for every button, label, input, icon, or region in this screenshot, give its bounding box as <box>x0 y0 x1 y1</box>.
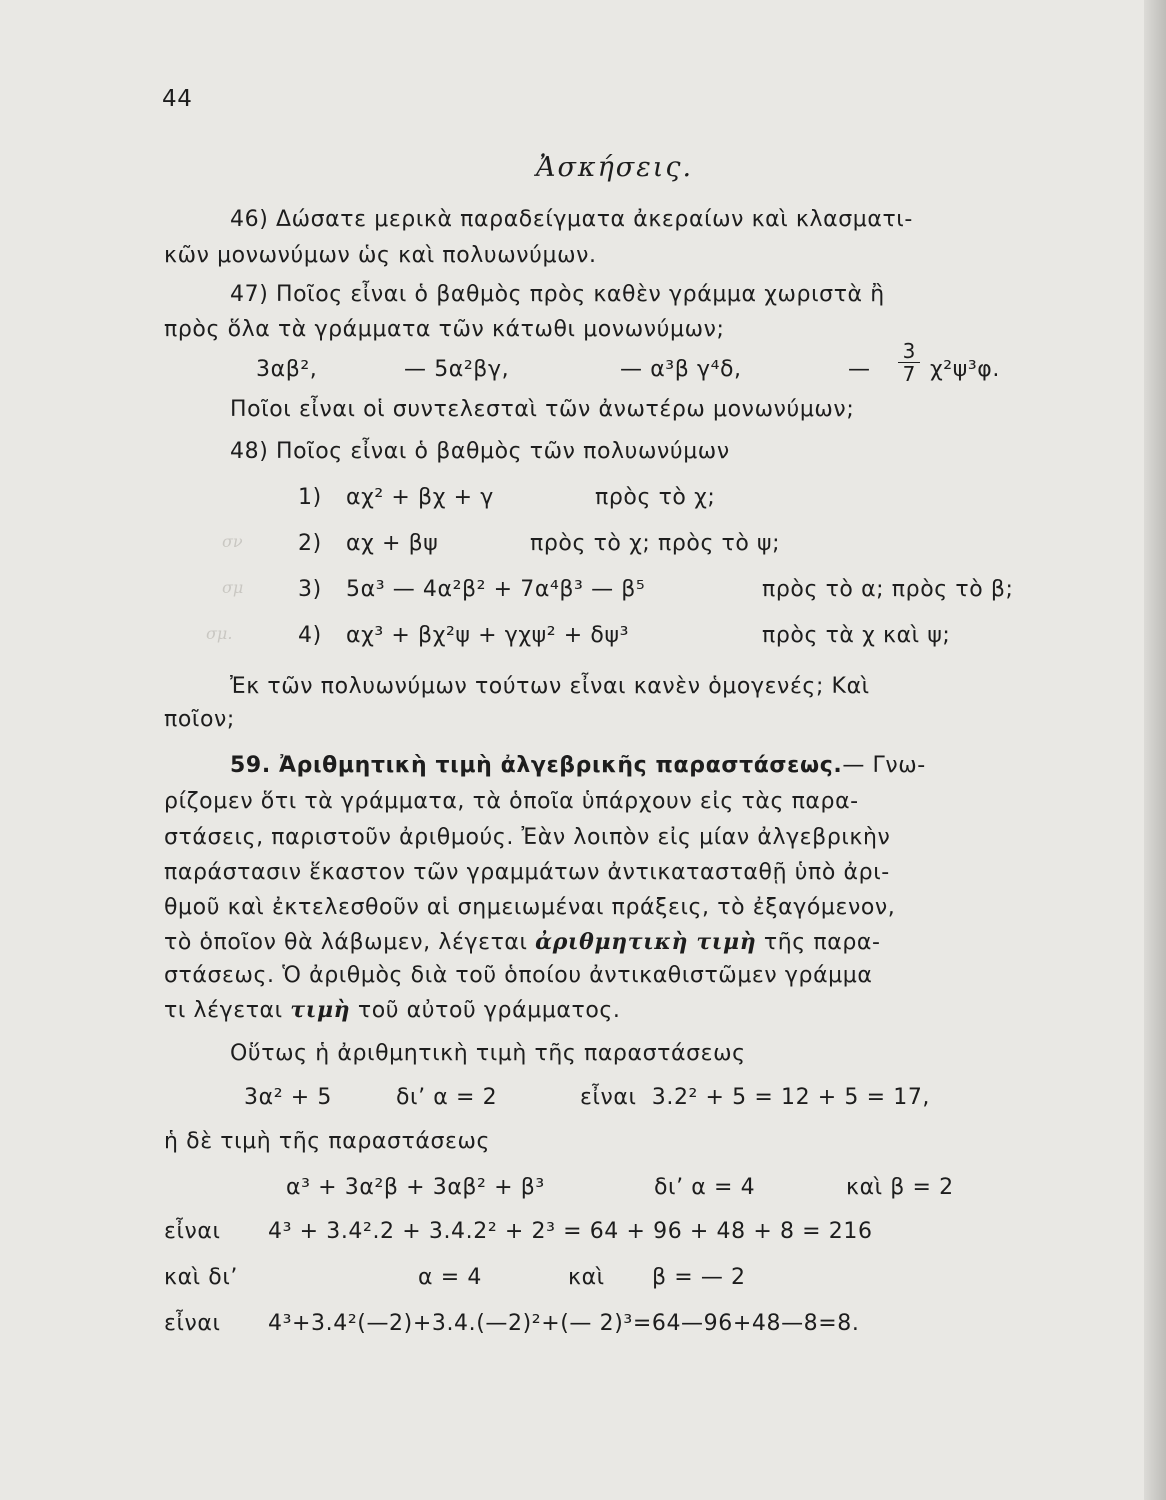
line-8-text-b: τοῦ αὐτοῦ γράμματος. <box>357 998 621 1023</box>
example-3-and: καὶ <box>568 1265 605 1290</box>
section-59-line-8 <box>164 996 621 1025</box>
exercise-48-closing-line-1: Ἐκ τῶν πολυωνύμων τούτων εἶναι κανὲν ὁμογενές; Καὶ <box>230 674 870 699</box>
example-1-expression: 3α² + 5 <box>244 1085 332 1110</box>
example-3-condition-a: α = 4 <box>418 1265 482 1290</box>
example-2-intro: ἡ δὲ τιμὴ τῆς παραστάσεως <box>164 1129 491 1154</box>
polynomial-1-expression: αχ² + βχ + γ <box>346 485 494 510</box>
monomial-4-rest: χ²ψ³φ. <box>930 357 1000 382</box>
polynomial-4-number: 4) <box>298 623 322 648</box>
polynomial-1-number: 1) <box>298 485 322 510</box>
monomial-3: — α³β γ⁴δ, <box>620 357 742 382</box>
polynomial-4-variable: πρὸς τὰ χ καὶ ψ; <box>762 623 951 648</box>
margin-note-1: σν <box>222 532 243 551</box>
example-1-result: εἶναι 3.2² + 5 = 12 + 5 = 17, <box>580 1085 931 1110</box>
term-value: τιμὴ <box>290 997 351 1023</box>
exercise-47-line-1: 47) Ποῖος εἶναι ὁ βαθμὸς πρὸς καθὲν γράμμα χωριστὰ ἢ <box>230 282 885 307</box>
section-59-first-line <box>230 752 926 780</box>
example-2-result-label: εἶναι <box>164 1219 221 1244</box>
section-59-line-6 <box>164 928 881 957</box>
term-arithmetic-value: ἀριθμητικὴ τιμὴ <box>535 929 757 955</box>
polynomial-1-variable: πρὸς τὸ χ; <box>595 485 716 510</box>
polynomial-3-variable: πρὸς τὸ α; πρὸς τὸ β; <box>762 577 1014 602</box>
example-3-result: 4³+3.4²(—2)+3.4.(—2)²+(— 2)³=64—96+48—8=8. <box>268 1311 860 1336</box>
example-1-condition: δι’ α = 2 <box>396 1085 498 1110</box>
margin-note-3: σμ. <box>206 624 233 643</box>
margin-note-2: σμ <box>222 578 244 597</box>
fraction-3-7 <box>898 340 920 385</box>
fraction-numerator: 3 <box>898 340 920 363</box>
example-2-condition-a: δι’ α = 4 <box>654 1175 756 1200</box>
polynomial-2-variable: πρὸς τὸ χ; πρὸς τὸ ψ; <box>530 531 781 556</box>
page-number: 44 <box>162 86 193 112</box>
example-intro: Οὕτως ἡ ἀριθμητικὴ τιμὴ τῆς παραστάσεως <box>230 1041 746 1066</box>
polynomial-2-expression: αχ + βψ <box>346 531 439 556</box>
monomial-1: 3αβ², <box>256 357 318 382</box>
exercise-47-line-2: πρὸς ὅλα τὰ γράμματα τῶν κάτωθι μονωνύμων; <box>164 317 725 342</box>
example-3-result-label: εἶναι <box>164 1311 221 1336</box>
example-2-result: 4³ + 3.4².2 + 3.4.2² + 2³ = 64 + 96 + 48 + 8 = 216 <box>268 1219 873 1244</box>
monomial-2: — 5α²βγ, <box>404 357 510 382</box>
polynomial-3-number: 3) <box>298 577 322 602</box>
exercise-48-closing-line-2: ποῖον; <box>164 707 235 732</box>
line-6-text-b: τῆς παρα- <box>763 930 881 955</box>
page-title: Ἀσκήσεις. <box>536 152 694 183</box>
exercise-47-question: Ποῖοι εἶναι οἱ συντελεσταὶ τῶν ἀνωτέρω μονωνύμων; <box>230 397 855 422</box>
fraction-denominator: 7 <box>902 362 916 386</box>
example-2-condition-b: καὶ β = 2 <box>846 1175 954 1200</box>
section-59-line-1-rest: — Γνω- <box>842 753 926 778</box>
polynomial-3-expression: 5α³ — 4α²β² + 7α⁴β³ — β⁵ <box>346 577 646 602</box>
example-3-label: καὶ δι’ <box>164 1265 239 1290</box>
page-edge-shadow <box>1144 0 1166 1500</box>
polynomial-2-number: 2) <box>298 531 322 556</box>
section-59-line-2: ρίζομεν ὅτι τὰ γράμματα, τὰ ὁποῖα ὑπάρχουν εἰς τὰς παρα- <box>164 789 859 814</box>
monomial-4-sign: — <box>848 357 871 382</box>
example-3-condition-b: β = — 2 <box>652 1265 746 1290</box>
example-2-expression: α³ + 3α²β + 3αβ² + β³ <box>286 1175 545 1200</box>
polynomial-4-expression: αχ³ + βχ²ψ + γχψ² + δψ³ <box>346 623 630 648</box>
section-59-line-7: στάσεως. Ὁ ἀριθμὸς διὰ τοῦ ὁποίου ἀντικαθιστῶμεν γράμμα <box>164 963 873 988</box>
exercise-48-intro: 48) Ποῖος εἶναι ὁ βαθμὸς τῶν πολυωνύμων <box>230 439 730 464</box>
line-6-text-a: τὸ ὁποῖον θὰ λάβωμεν, λέγεται <box>164 930 528 955</box>
exercise-46-line-1: 46) Δώσατε μερικὰ παραδείγματα ἀκεραίων καὶ κλασματι- <box>230 207 913 232</box>
line-8-text-a: τι λέγεται <box>164 998 283 1023</box>
section-59-heading: 59. Ἀριθμητικὴ τιμὴ ἀλγεβρικῆς παραστάσεως. <box>230 753 843 778</box>
section-59-line-4: παράστασιν ἕκαστον τῶν γραμμάτων ἀντικατασταθῇ ὑπὸ ἀρι- <box>164 860 890 885</box>
exercise-46-line-2: κῶν μονωνύμων ὡς καὶ πολυωνύμων. <box>164 243 597 268</box>
section-59-line-3: στάσεις, παριστοῦν ἀριθμούς. Ἐὰν λοιπὸν εἰς μίαν ἀλγεβρικὴν <box>164 825 891 850</box>
section-59-line-5: θμοῦ καὶ ἐκτελεσθοῦν αἱ σημειωμέναι πράξεις, τὸ ἐξαγόμενον, <box>164 895 896 920</box>
